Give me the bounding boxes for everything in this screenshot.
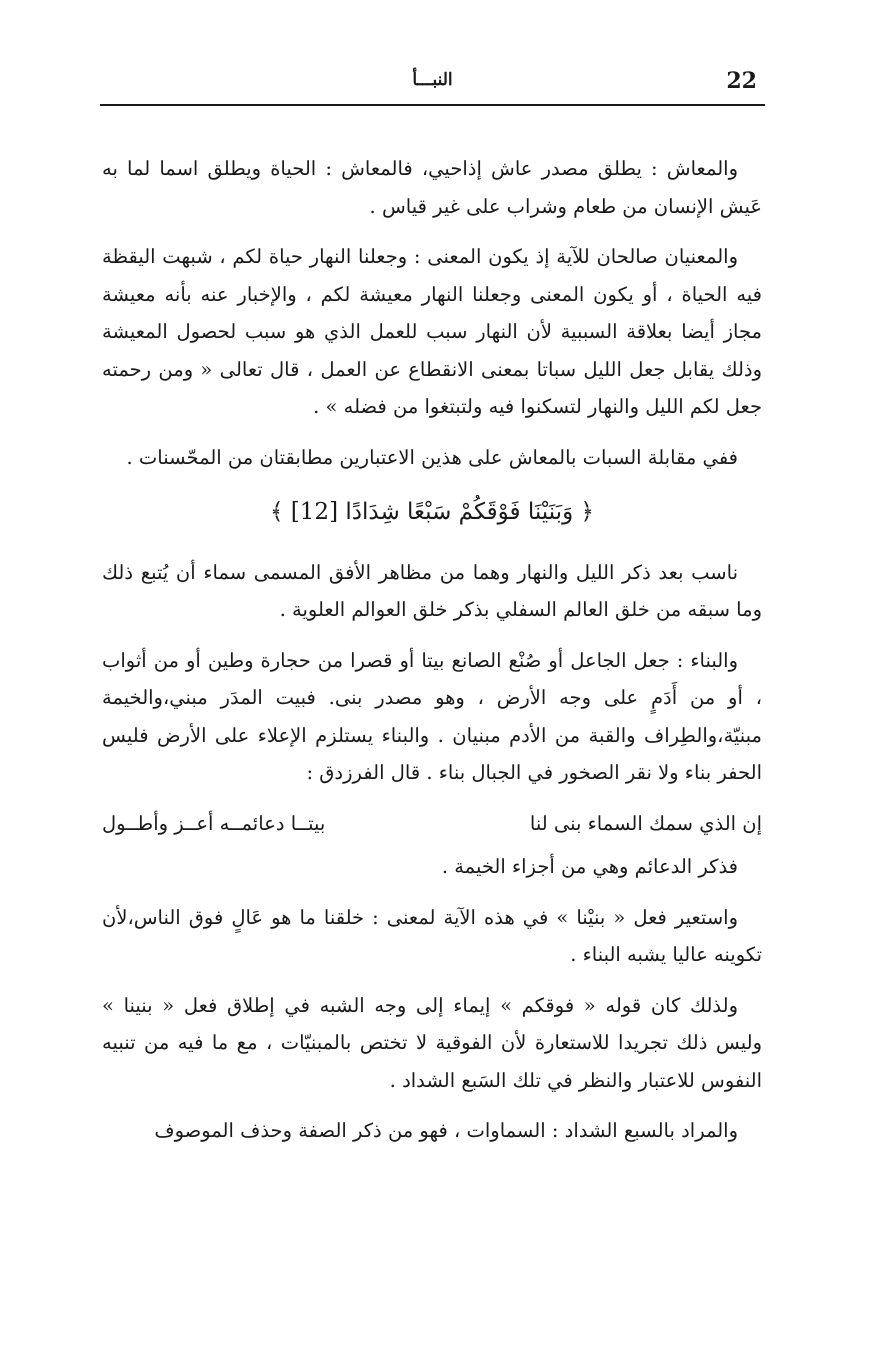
paragraph-daaim: فذكر الدعائم وهي من أجزاء الخيمة . [441,855,738,878]
paragraph-istiara: واستعير فعل « بنيْنا » في هذه الآية لمعنى : خلقنا ما هو عَالٍ فوق الناس،لأن تكوينه عاليا يشبه البناء . [102,905,762,966]
header-rule [100,104,765,106]
paragraph-binaa: والبناء : جعل الجاعل أو صُنْع الصانع بيتا أو قصرا من حجارة وطين أو من أثواب ، أو من أَدَمٍ على وجه الأرض ، وهو مصدر بنى. فبيت المدَر مبني،والخيمة مبنيّة،والطِراف والقبة من الأدم مبنيان . والبناء يستلزم الإعلاء على الأرض فليس الحفر بناء ولا نقر الصخور في الجبال بناء . قال الفرزدق : [102,648,762,784]
paragraph-two-meanings: والمعنيان صالحان للآية إذ يكون المعنى : وجعلنا النهار حياة لكم ، شبهت اليقظة فيه الحياة ، أو يكون المعنى وجعلنا النهار معيشة لكم ، والإخبار عنه بأنه معيشة مجاز أيضا بعلاقة السببية لأن النهار سبب للعمل الذي هو سبب لحصول المعيشة وذلك يقابل جعل الليل سباتا بمعنى الانقطاع عن العمل ، قال تعالى « ومن رحمته جعل لكم الليل والنهار لتسكنوا فيه ولتبتغوا من فضله » . [102,245,762,418]
quran-verse: ﴿ وَبَنَيْنَا فَوْقَكُمْ سَبْعًا شِدَادًا [12] ﴾ [270,499,594,525]
page-header [100,62,765,102]
paragraph-munasaba: ناسب بعد ذكر الليل والنهار وهما من مظاهر الأفق المسمى سماء أن يُتبع ذلك وما سبقه من خلق العالم السفلي بذكر خلق العوالم العلوية . [102,560,762,621]
poem-verse [102,805,762,843]
page-number: 22 [726,68,757,94]
paragraph-maash: والمعاش : يطلق مصدر عاش إذاحيي، فالمعاش : الحياة ويطلق اسما لما به عَيش الإنسان من طعام وشراب على غير قياس . [102,157,762,218]
paragraph-sab-shidad: والمراد بالسبع الشداد : السماوات ، فهو من ذكر الصفة وحذف الموصوف [154,1119,738,1142]
running-title: النبـــأ [412,70,453,90]
paragraph-tibaq: ففي مقابلة السبات بالمعاش على هذين الاعتبارين مطابقتان من المحّسنات . [126,445,738,469]
paragraph-fawqakum: ولذلك كان قوله « فوقكم » إيماء إلى وجه الشبه في إطلاق فعل « بنينا » وليس ذلك تجريدا للاستعارة لأن الفوقية لا تختص بالمبنيّات ، مع ما فيه من تنبيه النفوس للاعتبار والنظر في تلك السَبع الشداد . [102,993,762,1092]
poem-second-hemistich: بيتــا دعائمــه أعــز وأطــول [102,811,326,835]
poem-first-hemistich: إن الذي سمك السماء بنى لنا [529,811,762,835]
body-text [102,150,762,1163]
